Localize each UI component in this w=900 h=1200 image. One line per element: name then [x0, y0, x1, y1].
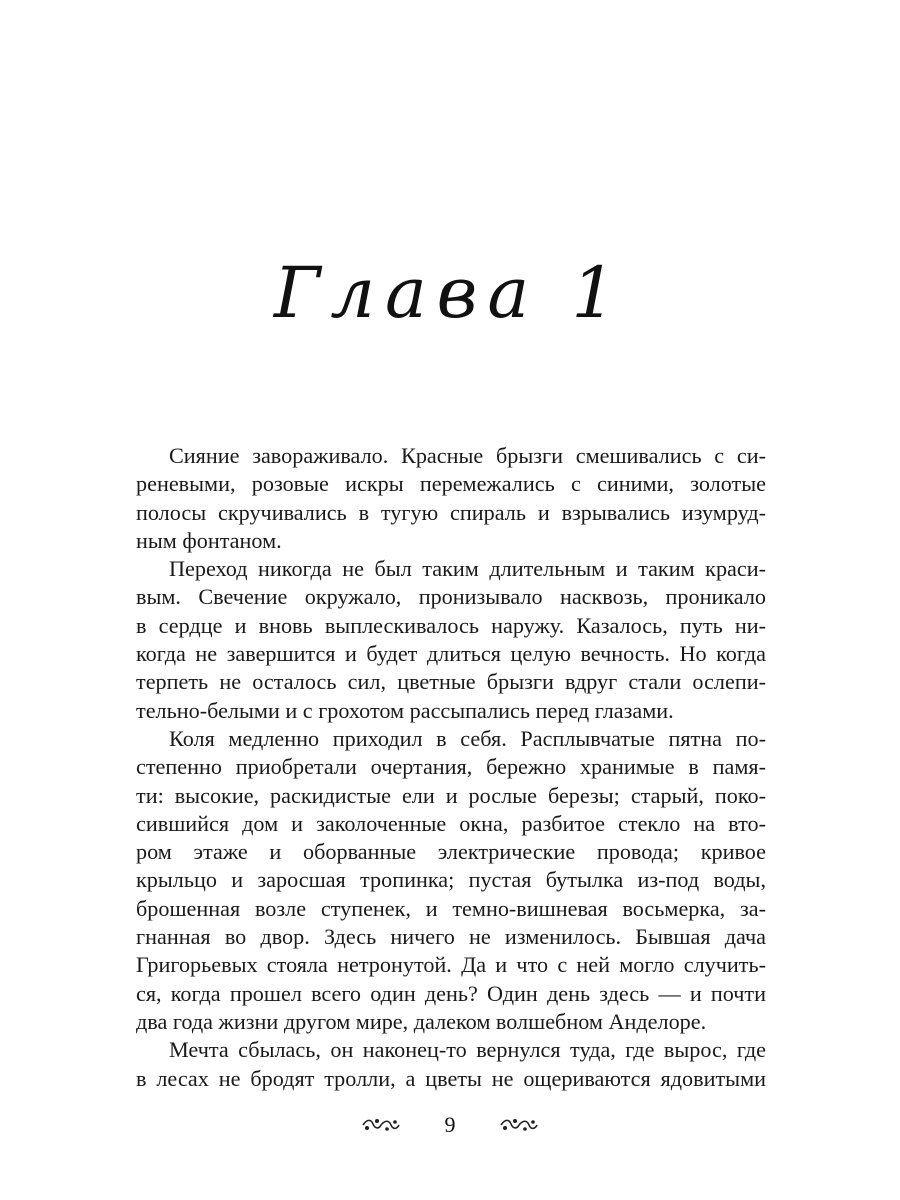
text-line: полосы скручивались в тугую спираль и взрывались изумруд- — [136, 499, 766, 525]
paragraph-2 — [136, 555, 766, 725]
text-line: сившийся дом и заколоченные окна, разбитое стекло на вто- — [136, 810, 766, 836]
text-line: Сияние завораживало. Красные брызги смешивались с си- — [169, 443, 766, 468]
text-line: терпеть не осталось сил, цветные брызги вдруг стали ослепи- — [136, 669, 766, 695]
text-line: Мечта сбылась, он наконец-то вернулся туда, где вырос, где — [169, 1037, 766, 1063]
text-line: в сердце и вновь выплескивалось наружу. Казалось, путь ни- — [136, 612, 766, 638]
text-line: тельно-белыми и с грохотом рассыпались перед глазами. — [136, 697, 674, 723]
text-line: ным фонтаном. — [136, 527, 282, 553]
text-line: когда не завершится и будет длиться целую вечность. Но когда — [136, 641, 766, 667]
page-footer — [0, 1110, 900, 1138]
page-number: 9 — [444, 1111, 456, 1137]
paragraph-3 — [136, 725, 766, 1036]
text-line: два года жизни другом мире, далеком волшебном Анделоре. — [136, 1008, 707, 1034]
paragraph-1 — [136, 442, 766, 555]
text-line: реневыми, розовые искры перемежались с синими, золотые — [136, 471, 766, 497]
text-line: гнанная во двор. Здесь ничего не изменилось. Бывшая дача — [136, 924, 766, 950]
text-line: Григорьевых стояла нетронутой. Да и что с ней могло случить- — [136, 952, 766, 978]
text-line: Коля медленно приходил в себя. Расплывчатые пятна по- — [169, 725, 766, 751]
text-line: в лесах не бродят тролли, а цветы не ощериваются ядовитыми — [136, 1065, 766, 1091]
floral-ornament-left-icon — [361, 1117, 401, 1133]
text-line: крыльцо и заросшая тропинка; пустая бутылка из-под воды, — [136, 867, 766, 893]
chapter-title: Глава 1 — [274, 252, 626, 334]
paragraph-4 — [136, 1036, 766, 1093]
text-line: степенно приобретали очертания, бережно хранимые в памя- — [136, 754, 766, 780]
text-line: вым. Свечение окружало, пронизывало насквозь, проникало — [136, 584, 766, 610]
text-line: брошенная возле ступенек, и темно-вишневая восьмерка, за- — [136, 895, 766, 921]
text-line: Переход никогда не был таким длительным и таким краси- — [169, 556, 766, 582]
text-line: ти: высокие, раскидистые ели и рослые березы; старый, поко- — [136, 782, 766, 808]
floral-ornament-right-icon — [499, 1117, 539, 1133]
text-line: ся, когда прошел всего один день? Один день здесь — и почти — [136, 980, 766, 1006]
text-line: ром этаже и оборванные электрические провода; кривое — [136, 839, 766, 865]
body-text — [136, 442, 766, 1093]
